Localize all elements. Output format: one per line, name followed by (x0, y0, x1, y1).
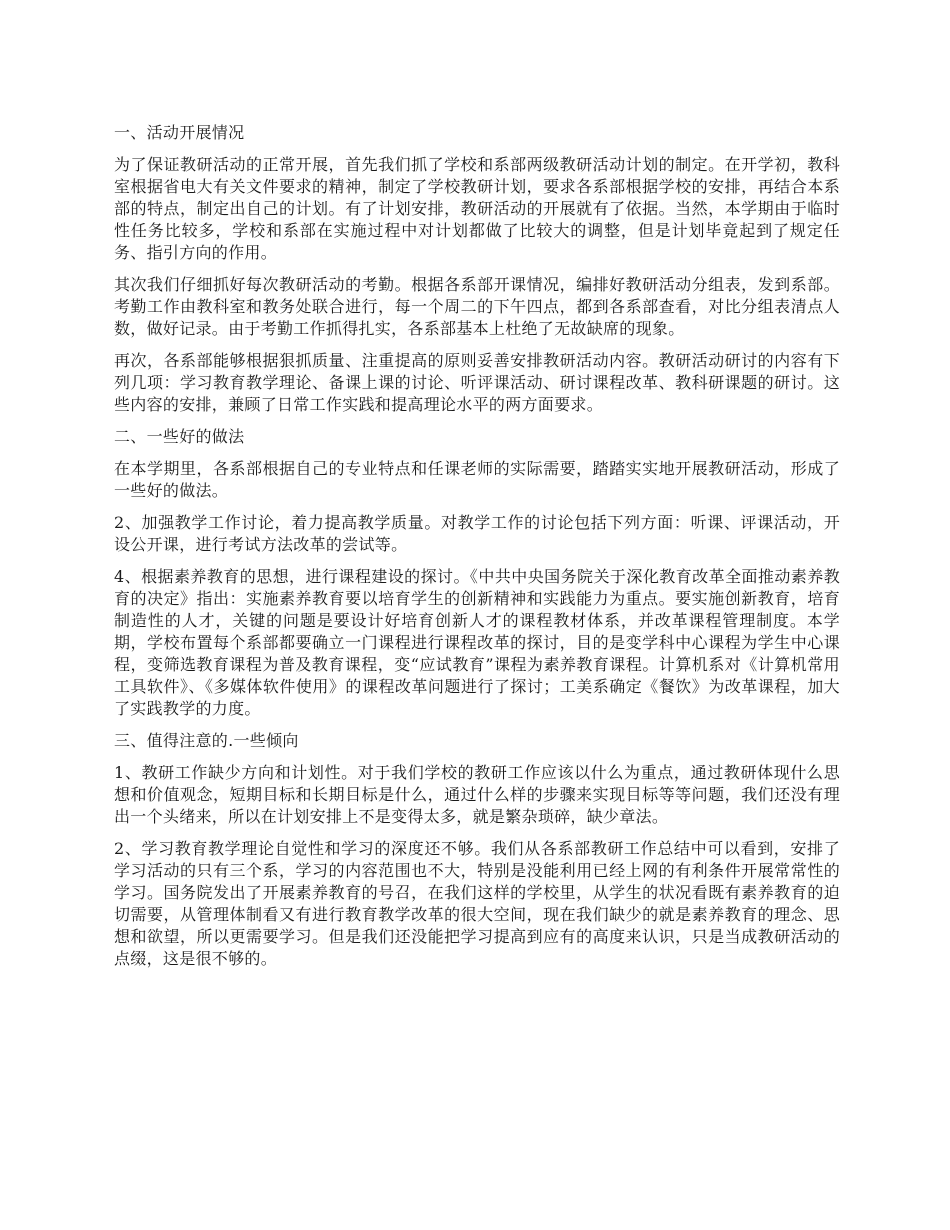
section-heading-1: 一、活动开展情况 (114, 123, 245, 142)
paragraph-attendance: 其次我们仔细抓好每次教研活动的考勤。根据各系部开课情况，编排好教研活动分组表，发到系部。考勤工作由教科室和教务处联合进行，每一个周二的下午四点，都到各系部查看，对比分组表清点人数，做好记录。由于考勤工作抓得扎实，各系部基本上杜绝了无故缺席的现象。 (114, 275, 840, 338)
section-heading-2: 二、一些好的做法 (114, 427, 245, 446)
paragraph-theory-study: 2、学习教育教学理论自觉性和学习的深度还不够。我们从各系部教研工作总结中可以看到，安排了学习活动的只有三个系，学习的内容范围也不大，特别是没能利用已经上网的有利条件开展常常性的学习。国务院发出了开展素养教育的号召，在我们这样的学校里，从学生的状况看既有素养教育的迫切需要，从管理体制看又有进行教育教学改革的很大空间，现在我们缺少的就是素养教育的理念、思想和欲望，所以更需要学习。但是我们还没能把学习提高到应有的高度来认识，只是当成教研活动的点缀，这是很不够的。 (114, 839, 840, 968)
paragraph-teaching-discussion: 2、加强教学工作讨论，着力提高教学质量。对教学工作的讨论包括下列方面：听课、评课活动，开设公开课，进行考试方法改革的尝试等。 (114, 513, 840, 554)
paragraph-direction: 1、教研工作缺少方向和计划性。对于我们学校的教研工作应该以什么为重点，通过教研体现什么思想和价值观念，短期目标和长期目标是什么，通过什么样的步骤来实现目标等等问题，我们还没有理出一个头绪来，所以在计划安排上不是变得太多，就是繁杂琐碎，缺少章法。 (114, 763, 840, 826)
document-body (114, 122, 840, 980)
paragraph-curriculum: 4、根据素养教育的思想，进行课程建设的探讨。《中共中央国务院关于深化教育改革全面推动素养教育的决定》指出：实施素养教育要以培育学生的创新精神和实践能力为重点。要实施创新教育，培育制造性的人才，关键的问题是要设计好培育创新人才的课程教材体系，并改革课程管理制度。本学期，学校布置每个系部都要确立一门课程进行课程改革的探讨，目的是变学科中心课程为学生中心课程，变筛选教育课程为普及教育课程，变“应试教育”课程为素养教育课程。计算机系对《计算机常用工具软件》、《多媒体软件使用》的课程改革问题进行了探讨；工美系确定《餐饮》为改革课程，加大了实践教学的力度。 (114, 567, 840, 718)
paragraph-good-practices: 在本学期里，各系部根据自己的专业特点和任课老师的实际需要，踏踏实实地开展教研活动，形成了一些好的做法。 (114, 459, 840, 500)
paragraph-plan: 为了保证教研活动的正常开展，首先我们抓了学校和系部两级教研活动计划的制定。在开学初，教科室根据省电大有关文件要求的精神，制定了学校教研计划，要求各系部根据学校的安排，再结合本系部的特点，制定出自己的计划。有了计划安排，教研活动的开展就有了依据。当然，本学期由于临时性任务比较多，学校和系部在实施过程中对计划都做了比较大的调整，但是计划毕竟起到了规定任务、指引方向的作用。 (114, 155, 840, 262)
section-heading-3: 三、值得注意的.一些倾向 (114, 731, 299, 750)
paragraph-content: 再次，各系部能够根据狠抓质量、注重提高的原则妥善安排教研活动内容。教研活动研讨的内容有下列几项：学习教育教学理论、备课上课的讨论、听评课活动、研讨课程改革、教科研课题的研讨。这些内容的安排，兼顾了日常工作实践和提高理论水平的两方面要求。 (114, 351, 840, 414)
